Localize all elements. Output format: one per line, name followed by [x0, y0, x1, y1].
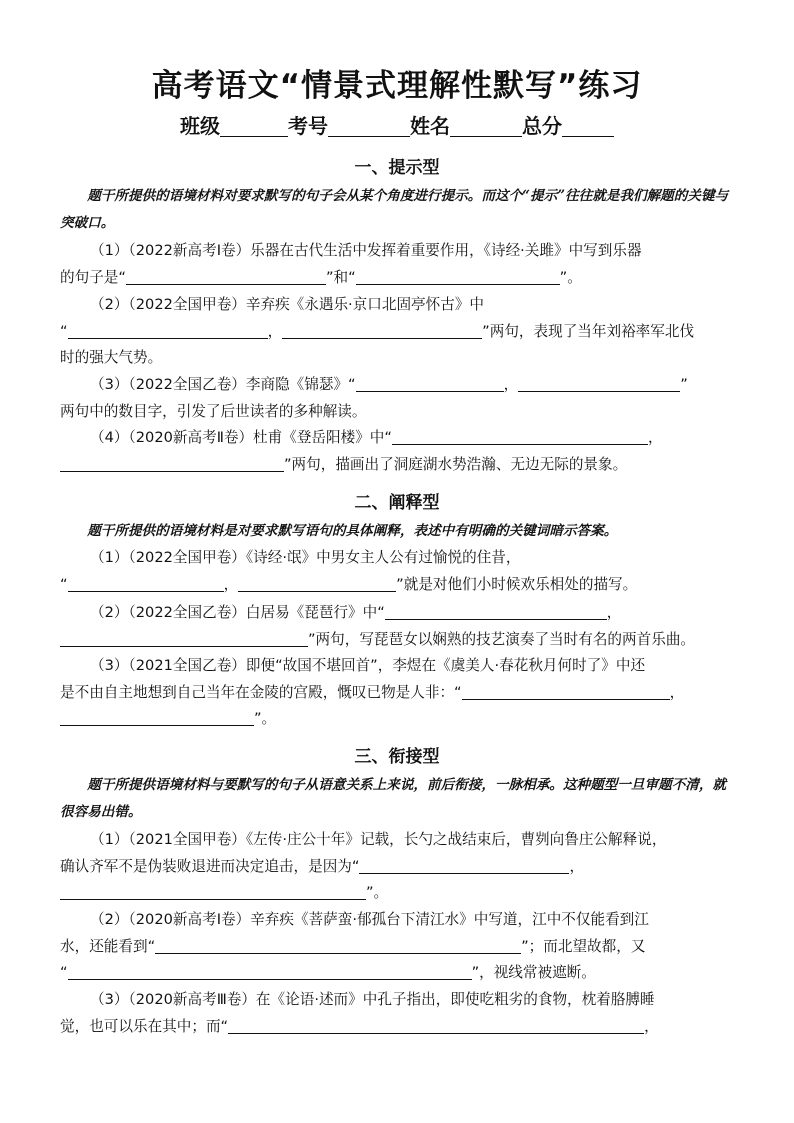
- answer-blank[interactable]: [356, 375, 504, 392]
- section-heading-explain: 二、阐释型: [354, 493, 440, 513]
- answer-blank[interactable]: [155, 937, 521, 954]
- section-intro-hint: 题干所提供的语境材料对要求默写的句子会从某个角度进行提示。而这个“提示”往往就是我们解题的关键与突破口。: [60, 188, 729, 231]
- section-heading-connect: 三、衔接型: [354, 747, 440, 767]
- question-2-2: （2）（2022全国乙卷）白居易《琵琶行》中“ ， ”两句，写琵琶女以娴熟的技艺演奏了当时有名的两首乐曲。: [60, 600, 736, 653]
- answer-blank[interactable]: [282, 322, 482, 339]
- answer-blank[interactable]: [60, 630, 308, 647]
- answer-blank[interactable]: [68, 322, 268, 339]
- score-blank: [562, 118, 614, 137]
- name-blank: [450, 118, 522, 137]
- answer-blank[interactable]: [356, 268, 560, 285]
- question-3-1: （1）（2021全国甲卷）《左传·庄公十年》记载，长勺之战结束后，曹刿向鲁庄公解释说， 确认齐军不是伪装败退进而决定追击，是因为“ ， ”。: [60, 831, 667, 901]
- answer-blank[interactable]: [68, 963, 472, 980]
- question-1-4: （4）（2020新高考Ⅱ卷）杜甫《登岳阳楼》中“ ， ”两句，描画出了洞庭湖水势浩瀚、无边无际的景象。: [60, 425, 736, 478]
- answer-blank[interactable]: [68, 575, 224, 592]
- question-2-3: （3）（2021全国乙卷）即便“故国不堪回首”，李煜在《虞美人·春花秋月何时了》中还 是不由自主地想到自己当年在金陵的宫殿，慨叹已物是人非：“ ， ”。: [60, 657, 685, 727]
- question-1-1: （1）（2022新高考Ⅰ卷）乐器在古代生活中发挥着重要作用，《诗经·关雎》中写到乐器 的句子是“ ”和“ ”。: [60, 242, 642, 286]
- section-heading-hint: 一、提示型: [354, 158, 440, 178]
- answer-blank[interactable]: [359, 857, 569, 874]
- answer-blank[interactable]: [392, 428, 648, 445]
- question-3-3: （3）（2020新高考Ⅲ卷）在《论语·述而》中孔子指出，即使吃粗劣的食物，枕着胳膊睡 觉，也可以乐在其中；而“ ，: [60, 991, 659, 1035]
- answer-blank[interactable]: [385, 603, 607, 620]
- score-label: 总分: [522, 114, 562, 138]
- section-intro-connect: 题干所提供语境材料与要默写的句子从语意关系上来说，前后衔接，一脉相承。这种题型一旦审题不清，就很容易出错。: [60, 777, 727, 820]
- answer-blank[interactable]: [462, 683, 670, 700]
- answer-blank[interactable]: [238, 575, 396, 592]
- section-intro-explain: 题干所提供的语境材料是对要求默写语句的具体阐释，表述中有明确的关键词暗示答案。: [87, 523, 618, 539]
- class-blank: [220, 118, 288, 137]
- answer-blank[interactable]: [518, 375, 680, 392]
- class-label: 班级: [180, 114, 220, 138]
- question-2-1: （1）（2022全国甲卷）《诗经·氓》中男女主人公有过愉悦的住昔， “ ， ”就是对他们小时候欢乐相处的描写。: [60, 549, 638, 593]
- page-title: 高考语文“情景式理解性默写”练习: [151, 68, 643, 104]
- answer-blank[interactable]: [60, 455, 284, 472]
- question-3-2: （2）（2020新高考Ⅰ卷）辛弃疾《菩萨蛮·郁孤台下清江水》中写道，江中不仅能看到江 水，还能看到“ ”；而北望故都，又 “ ”，视线常被遮断。: [60, 911, 649, 981]
- answer-blank[interactable]: [60, 709, 254, 726]
- answer-blank[interactable]: [126, 268, 326, 285]
- question-1-3: （3）（2022全国乙卷）李商隐《锦瑟》“ ， ” 两句中的数目字，引发了后世读者的多种解读。: [60, 376, 688, 420]
- question-1-2: （2）（2022全国甲卷）辛弃疾《永遇乐·京口北固亭怀古》中 “ ， ”两句，表现了当年刘裕率军北伐 时的强大气势。: [60, 296, 695, 366]
- answer-blank[interactable]: [60, 883, 366, 900]
- exam-no-label: 考号: [288, 114, 328, 138]
- answer-blank[interactable]: [228, 1017, 644, 1034]
- name-label: 姓名: [410, 114, 450, 138]
- exam-no-blank: [328, 118, 410, 137]
- student-info-line: [0, 110, 794, 139]
